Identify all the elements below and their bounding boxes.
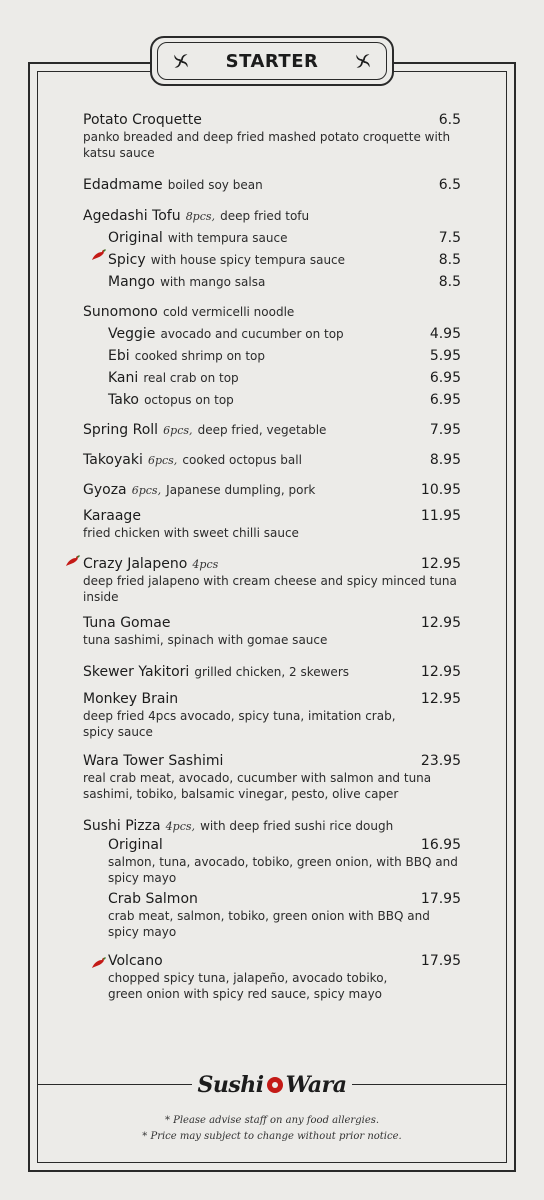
logo-text-wara: Wara (285, 1072, 347, 1098)
sub-item-pizza-crab-salmon (108, 891, 461, 940)
sub-item-agedashi-mango (108, 271, 461, 290)
menu-item-gyoza (83, 479, 461, 498)
item-pieces: 8pcs, (185, 210, 216, 223)
chili-pepper-icon (91, 249, 107, 261)
item-price: 12.95 (420, 615, 461, 631)
logo-red-circle-icon (267, 1077, 283, 1093)
item-pieces: 4pcs, (165, 820, 196, 833)
item-description: Japanese dumpling, pork (166, 483, 316, 497)
sub-item-price: 7.5 (438, 230, 461, 246)
item-name: Crazy Jalapeno (83, 556, 188, 572)
item-price: 10.95 (420, 482, 461, 498)
sub-item-name: Mango (108, 274, 155, 290)
restaurant-logo (192, 1065, 352, 1105)
item-description: deep fried tofu (220, 209, 310, 223)
menu-item-karaage (83, 508, 461, 541)
sub-item-price: 5.95 (429, 348, 461, 364)
item-name: Karaage (83, 508, 141, 524)
menu-item-takoyaki (83, 449, 461, 468)
menu-item-potato-croquette (83, 112, 461, 161)
item-name: Gyoza (83, 482, 127, 498)
sub-item-description: octopus on top (144, 393, 234, 407)
sub-item-description: with tempura sauce (167, 231, 288, 245)
item-price: 12.95 (420, 691, 461, 707)
item-name: Tuna Gomae (83, 615, 171, 631)
sub-item-agedashi-spicy (108, 249, 461, 268)
menu-item-crazy-jalapeno (83, 553, 461, 605)
item-name: Agedashi Tofu (83, 208, 181, 224)
item-price: 6.5 (438, 112, 461, 128)
item-name: Edadmame (83, 177, 163, 193)
item-pieces: 6pcs, (163, 424, 193, 437)
menu-item-agedashi-tofu (83, 205, 461, 224)
item-name: Sunomono (83, 304, 158, 320)
sub-item-price: 8.5 (438, 274, 461, 290)
price-note: * Price may subject to change without prior notice. (142, 1131, 402, 1142)
sub-item-sunomono-ebi (108, 345, 461, 364)
menu-item-skewer-yakitori (83, 661, 461, 680)
sub-item-description: salmon, tuna, avocado, tobiko, green onion, with BBQ and spicy mayo (108, 855, 458, 885)
item-pieces: 6pcs, (147, 454, 178, 467)
item-description: cold vermicelli noodle (162, 305, 295, 319)
chili-pepper-icon (91, 957, 107, 969)
footer-notes (0, 1113, 544, 1145)
sub-item-name: Kani (108, 370, 139, 386)
sub-item-description: with mango salsa (160, 275, 266, 289)
sub-item-name: Original (108, 230, 163, 246)
item-pieces: 6pcs, (131, 484, 162, 497)
title-badge-inner (157, 42, 387, 80)
sub-item-sunomono-tako (108, 389, 461, 408)
item-name: Takoyaki (83, 452, 143, 468)
item-name: Spring Roll (83, 422, 159, 438)
sub-item-description: cooked shrimp on top (134, 349, 266, 363)
item-description: deep fried 4pcs avocado, spicy tuna, imitation crab, spicy sauce (83, 709, 396, 739)
sub-item-price: 17.95 (420, 891, 461, 907)
sub-item-price: 17.95 (420, 953, 461, 969)
item-description: with deep fried sushi rice dough (200, 819, 394, 833)
item-price: 11.95 (420, 508, 461, 524)
sub-item-name: Crab Salmon (108, 891, 198, 907)
menu-item-edamame (83, 174, 461, 193)
sub-item-name: Volcano (108, 953, 163, 969)
sub-item-name: Spicy (108, 252, 146, 268)
sub-item-description: real crab on top (143, 371, 239, 385)
sub-item-pizza-original (108, 837, 461, 886)
menu-item-spring-roll (83, 419, 461, 438)
sub-item-description: crab meat, salmon, tobiko, green onion with BBQ and spicy mayo (108, 909, 430, 939)
section-title: STARTER (225, 50, 319, 72)
sub-item-name: Veggie (108, 326, 156, 342)
menu-item-wara-tower-sashimi (83, 753, 461, 802)
item-description: grilled chicken, 2 skewers (194, 665, 350, 679)
item-description: tuna sashimi, spinach with gomae sauce (83, 633, 328, 647)
sub-item-price: 4.95 (429, 326, 461, 342)
sub-item-price: 6.95 (429, 370, 461, 386)
sub-item-agedashi-original (108, 227, 461, 246)
item-description: real crab meat, avocado, cucumber with salmon and tuna sashimi, tobiko, balsamic vinegar, pesto, olive caper (83, 771, 432, 801)
sub-item-price: 16.95 (420, 837, 461, 853)
item-price: 12.95 (420, 556, 461, 572)
item-description: fried chicken with sweet chilli sauce (83, 526, 299, 540)
item-name: Monkey Brain (83, 691, 179, 707)
sub-item-pizza-volcano (108, 953, 461, 1002)
item-price: 8.95 (429, 452, 461, 468)
item-price: 23.95 (420, 753, 461, 769)
sub-item-description: with house spicy tempura sauce (150, 253, 346, 267)
item-description: deep fried, vegetable (197, 423, 327, 437)
menu-item-sushi-pizza (83, 815, 461, 834)
item-price: 7.95 (429, 422, 461, 438)
swirl-ornament-icon (352, 50, 374, 72)
menu-item-tuna-gomae (83, 615, 461, 648)
item-description: boiled soy bean (167, 178, 263, 192)
item-pieces: 4pcs (192, 558, 219, 571)
sub-item-price: 8.5 (438, 252, 461, 268)
menu-item-monkey-brain (83, 691, 461, 740)
item-name: Wara Tower Sashimi (83, 753, 224, 769)
sub-item-sunomono-kani (108, 367, 461, 386)
menu-item-sunomono (83, 301, 461, 320)
swirl-ornament-icon (170, 50, 192, 72)
item-price: 6.5 (438, 177, 461, 193)
chili-pepper-icon (65, 555, 81, 567)
sub-item-price: 6.95 (429, 392, 461, 408)
item-name: Skewer Yakitori (83, 664, 190, 680)
allergy-note: * Please advise staff on any food allergies. (164, 1115, 380, 1126)
item-description: cooked octopus ball (182, 453, 302, 467)
sub-item-name: Original (108, 837, 163, 853)
item-description: deep fried jalapeno with cream cheese and spicy minced tuna inside (83, 574, 457, 604)
sub-item-name: Ebi (108, 348, 130, 364)
logo-text-sushi: Sushi (197, 1072, 264, 1098)
sub-item-description: chopped spicy tuna, jalapeño, avocado tobiko, green onion with spicy red sauce, spicy mayo (108, 971, 388, 1001)
item-name: Potato Croquette (83, 112, 202, 128)
item-name: Sushi Pizza (83, 818, 161, 834)
sub-item-name: Tako (108, 392, 139, 408)
sub-item-sunomono-veggie (108, 323, 461, 342)
item-description: panko breaded and deep fried mashed potato croquette with katsu sauce (83, 130, 451, 160)
sub-item-description: avocado and cucumber on top (160, 327, 344, 341)
item-price: 12.95 (420, 664, 461, 680)
